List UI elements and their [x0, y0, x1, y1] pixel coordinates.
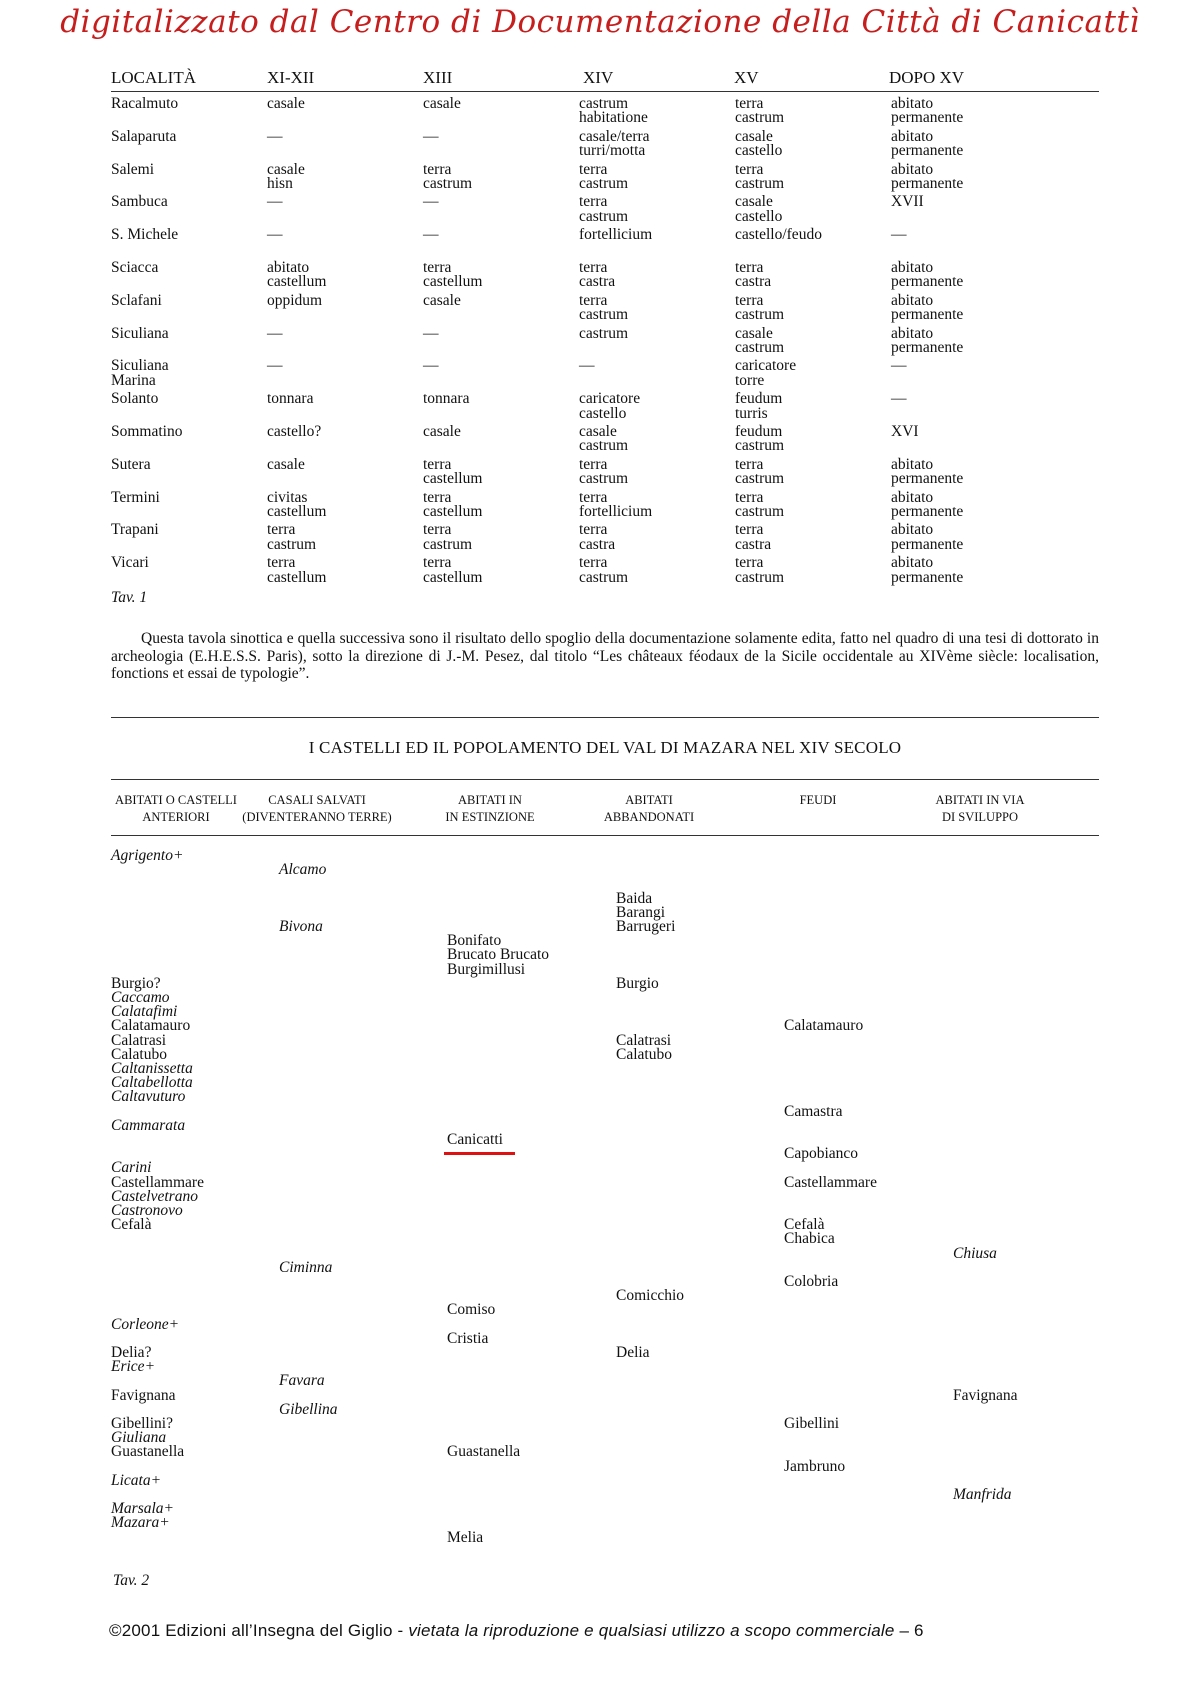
t2-entry: Corleone+ — [111, 1315, 180, 1333]
t1-row — [0, 392, 1200, 422]
t2-entry: Alcamo — [279, 861, 327, 879]
t1-cell-xiv: caricatore castello — [579, 390, 641, 422]
t2-header-anteriori: ABITATI O CASTELLI ANTERIORI — [115, 793, 237, 824]
t2-header-feudi: FEUDI — [799, 793, 837, 807]
t1-cell-dopo: abitato permanente — [891, 455, 964, 488]
t2-entry: Guastanella — [447, 1443, 521, 1461]
t1-row — [0, 160, 1200, 193]
t1-cell-xiv: terra castrum — [579, 554, 629, 586]
t1-cell-localita: Sommatino — [111, 423, 183, 440]
t1-cell-xiv: terra castra — [579, 259, 616, 291]
footer-copyright: ©2001 Edizioni all’Insegna del Giglio - — [109, 1621, 409, 1640]
t1-row — [0, 425, 1200, 455]
t2-entry: Cristia — [447, 1329, 489, 1347]
t1-row — [0, 359, 1200, 389]
explanatory-paragraph: Questa tavola sinottica e quella successiva sono il risultato dello spoglio della documentazione solamente edita, fatto nel quadro di una tesi di dottorato in archeologia (E.H.E.S.S. Paris), sotto la direzione di J.-M. Pesez, dal titolo “Les châteaux féodaux de la Sicile occidentale au XIVème siècle: localisation, fonctions et essai de typologie”. — [111, 630, 1099, 682]
t1-cell-dopo: XVI — [891, 423, 919, 440]
t1-cell-xiii: — — [423, 127, 439, 145]
t2-entry: Comiso — [447, 1301, 496, 1319]
t2-entry: Burgio? — [111, 974, 161, 992]
t2-entry: Licata+ — [111, 1471, 162, 1489]
t1-cell-dopo: abitato permanente — [891, 259, 964, 291]
t2-entry: Baida Barangi Barrugeri — [616, 889, 676, 935]
t1-header-xi-xii: XI-XII — [267, 68, 315, 87]
t1-row — [0, 291, 1200, 324]
t2-header-sviluppo: ABITATI IN VIA DI SVILUPPO — [935, 793, 1025, 824]
t1-cell-xiv: casale/terra turri/motta — [579, 127, 650, 160]
t2-header-rule — [111, 835, 1099, 836]
t1-cell-xiv: casale castrum — [579, 423, 629, 455]
t1-cell-xi: castello? — [267, 423, 322, 440]
t1-cell-xiii: tonnara — [423, 390, 470, 408]
footer-notice: vietata la riproduzione e qualsiasi utilizzo a scopo commerciale — [408, 1621, 895, 1640]
t2-entry: Ciminna — [279, 1258, 333, 1276]
t1-cell-xiv: castrum habitatione — [579, 95, 648, 127]
t2-entry: Camastra — [784, 1102, 843, 1120]
t1-row — [0, 97, 1200, 127]
t2-entry: Canicatti — [447, 1131, 503, 1148]
t2-entry: Cefalà — [111, 1216, 152, 1234]
t1-cell-localita: Salemi — [111, 160, 155, 178]
t1-row — [0, 324, 1200, 357]
t2-entry: Gibellini — [784, 1415, 840, 1432]
footer — [109, 1621, 1101, 1641]
t2-entry: Cefalà Chabica — [784, 1216, 835, 1248]
t1-cell-dopo: — — [891, 390, 907, 408]
t1-cell-xiii: casale — [423, 423, 461, 440]
t1-cell-xv: terra castrum — [735, 455, 785, 488]
t2-entry: Caccamo Calatafimi — [111, 989, 178, 1021]
t1-cell-xiii: — — [423, 324, 439, 342]
t2-title-rule — [111, 779, 1099, 780]
t2-entry: Agrigento+ — [111, 847, 184, 864]
t1-cell-xiii: — — [423, 193, 439, 211]
t1-cell-xv: caricatore torre — [735, 357, 797, 389]
t1-cell-dopo: abitato permanente — [891, 160, 964, 192]
t2-entry: Favignana — [111, 1386, 176, 1404]
t2-top-rule — [111, 717, 1099, 718]
t1-cell-xv: terra castra — [735, 259, 772, 291]
t2-entry: Favignana — [953, 1386, 1018, 1404]
t1-cell-localita: Sciacca — [111, 259, 159, 276]
t2-entry: Manfrida — [953, 1486, 1012, 1503]
t1-cell-xv: terra castra — [735, 521, 772, 553]
t2-entry: Gibellina — [279, 1400, 338, 1418]
t1-cell-dopo: abitato permanente — [891, 95, 964, 127]
t2-entry: Giuliana — [111, 1429, 167, 1447]
t1-cell-xiii: terra castellum — [423, 488, 483, 520]
t2-header-abbandonati: ABITATI ABBANDONATI — [603, 793, 695, 824]
t2-title: I CASTELLI ED IL POPOLAMENTO DEL VAL DI MAZARA NEL XIV SECOLO — [308, 738, 902, 757]
t1-cell-xv: terra castrum — [735, 95, 785, 127]
t1-cell-localita: Trapani — [111, 521, 159, 539]
t2-entry: Castelvetrano Castronovo — [111, 1187, 198, 1219]
t1-row — [0, 228, 1200, 258]
t2-entry: Bonifato Brucato Brucato Burgimillusi — [447, 932, 550, 978]
t1-cell-xi: casale hisn — [267, 160, 305, 192]
t1-cell-xiii: terra castellum — [423, 554, 483, 586]
t1-cell-xiv: terra castra — [579, 521, 616, 553]
t1-cell-xi: terra castrum — [267, 521, 317, 553]
t2-entry: Colobria — [784, 1273, 839, 1290]
t2-entry: Delia? — [111, 1344, 152, 1361]
t2-entry: Castellammare — [784, 1173, 877, 1191]
t1-cell-xv: casale castello — [735, 193, 783, 225]
t1-cell-xiii: — — [423, 226, 439, 244]
t1-cell-localita: Siculiana Marina — [111, 357, 169, 389]
t1-cell-xi: — — [267, 324, 283, 342]
t1-cell-dopo: abitato permanente — [891, 521, 964, 553]
t2-entry: Erice+ — [111, 1358, 156, 1376]
t1-row — [0, 261, 1200, 291]
t1-cell-xi: oppidum — [267, 291, 323, 309]
t1-row — [0, 556, 1200, 586]
t1-cell-xi: abitato castellum — [267, 259, 327, 291]
t2-entry: Guastanella — [111, 1443, 185, 1461]
t1-cell-localita: Siculiana — [111, 324, 169, 342]
t1-cell-dopo: abitato permanente — [891, 291, 964, 324]
t1-cell-xiv: terra castrum — [579, 455, 629, 488]
t2-header-estinzione: ABITATI IN IN ESTINZIONE — [445, 793, 535, 824]
t1-cell-localita: Vicari — [111, 554, 149, 572]
t1-cell-xiii: — — [423, 357, 439, 375]
t1-header-rule — [111, 91, 1099, 92]
t1-cell-xv: terra castrum — [735, 160, 785, 192]
t2-header-casali-salvati: CASALI SALVATI (DIVENTERANNO TERRE) — [242, 793, 392, 824]
t1-cell-xiii: casale — [423, 291, 461, 309]
red-underline-canicatti — [444, 1152, 515, 1155]
t2-entry: Cammarata — [111, 1116, 186, 1134]
t1-cell-xi: — — [267, 226, 283, 244]
t1-cell-xiii: casale — [423, 95, 461, 112]
t2-entry: Carini — [111, 1159, 152, 1177]
t1-cell-localita: Termini — [111, 488, 160, 506]
t1-cell-localita: Sutera — [111, 455, 151, 473]
t2-entry: Burgio — [616, 974, 659, 992]
t1-cell-localita: S. Michele — [111, 226, 179, 244]
t1-cell-dopo: abitato permanente — [891, 488, 964, 520]
t2-entry: Marsala+ Mazara+ — [111, 1500, 174, 1532]
t1-cell-localita: Solanto — [111, 390, 159, 408]
t1-cell-xi: casale — [267, 95, 305, 112]
t1-cell-xv: feudum castrum — [735, 423, 785, 455]
t2-entry: Calatamauro — [784, 1017, 864, 1035]
t1-cell-dopo: — — [891, 226, 907, 244]
t1-cell-xi: terra castellum — [267, 554, 327, 586]
t1-cell-dopo: abitato permanente — [891, 324, 964, 356]
t1-cell-localita: Sclafani — [111, 291, 162, 309]
t1-cell-xiv: terra castrum — [579, 291, 629, 324]
t1-cell-xi: civitas castellum — [267, 488, 327, 520]
t1-cell-xiv: fortellicium — [579, 226, 653, 244]
t2-entry: Caltanissetta Caltabellotta Caltavuturo — [111, 1060, 193, 1106]
t2-entry: Calatamauro Calatrasi Calatubo — [111, 1017, 191, 1063]
t2-entry: Melia — [447, 1528, 484, 1546]
t1-cell-xi: casale — [267, 455, 305, 473]
t2-entry: Favara — [279, 1372, 325, 1390]
t1-cell-dopo: abitato permanente — [891, 554, 964, 586]
t1-header-xiii: XIII — [423, 68, 453, 87]
t1-cell-xv: casale castrum — [735, 324, 785, 356]
t1-cell-dopo: abitato permanente — [891, 127, 964, 160]
t2-entry: Chiusa — [953, 1244, 997, 1262]
t1-cell-xiii: terra castrum — [423, 160, 473, 192]
t1-cell-xiii: terra castrum — [423, 521, 473, 553]
t1-cell-xiv: — — [579, 357, 595, 375]
t1-cell-xv: terra castrum — [735, 554, 785, 586]
t1-row — [0, 127, 1200, 160]
t1-row — [0, 523, 1200, 553]
t1-cell-xiii: terra castellum — [423, 455, 483, 488]
t1-cell-dopo: — — [891, 357, 907, 375]
t1-cell-dopo: XVII — [891, 193, 924, 211]
t1-cell-localita: Salaparuta — [111, 127, 177, 145]
t1-cell-xiii: terra castellum — [423, 259, 483, 291]
t1-row — [0, 195, 1200, 225]
t1-cell-localita: Racalmuto — [111, 95, 179, 112]
t2-entry: Calatrasi Calatubo — [616, 1031, 672, 1063]
footer-page-number: – 6 — [894, 1621, 924, 1640]
t2-entry: Castellammare — [111, 1173, 204, 1191]
t2-caption: Tav. 2 — [113, 1572, 150, 1589]
t1-row — [0, 488, 1200, 521]
t2-entry: Capobianco — [784, 1145, 859, 1163]
t1-cell-xiv: terra fortellicium — [579, 488, 653, 520]
t1-cell-xiv: terra castrum — [579, 160, 629, 192]
t2-entry: Gibellini? — [111, 1415, 173, 1432]
t1-header-dopo-xv: DOPO XV — [889, 68, 965, 87]
t1-cell-xv: terra castrum — [735, 291, 785, 324]
t1-cell-xi: — — [267, 127, 283, 145]
t1-cell-localita: Sambuca — [111, 193, 168, 211]
t2-entry: Comicchio — [616, 1287, 685, 1305]
t1-cell-xiv: terra castrum — [579, 193, 629, 225]
t1-header-xiv: XIV — [583, 68, 614, 87]
t1-caption: Tav. 1 — [111, 589, 148, 606]
t1-cell-xi: — — [267, 357, 283, 375]
t1-row — [0, 455, 1200, 488]
t2-entry: Delia — [616, 1344, 650, 1361]
t1-cell-xv: casale castello — [735, 127, 783, 160]
digitization-banner: digitalizzato dal Centro di Documentazione della Città di Canicattì — [60, 4, 1140, 40]
t1-cell-xiv: castrum — [579, 324, 629, 342]
t1-header-xv: XV — [734, 68, 759, 87]
t1-cell-xi: tonnara — [267, 390, 314, 408]
t1-cell-xv: feudum turris — [735, 390, 783, 422]
t1-cell-xv: terra castrum — [735, 488, 785, 520]
t1-cell-xi: — — [267, 193, 283, 211]
t2-entry: Bivona — [279, 918, 323, 935]
t1-header-localita: LOCALITÀ — [111, 68, 196, 87]
t1-cell-xv: castello/feudo — [735, 226, 822, 244]
t2-entry: Jambruno — [784, 1457, 846, 1475]
